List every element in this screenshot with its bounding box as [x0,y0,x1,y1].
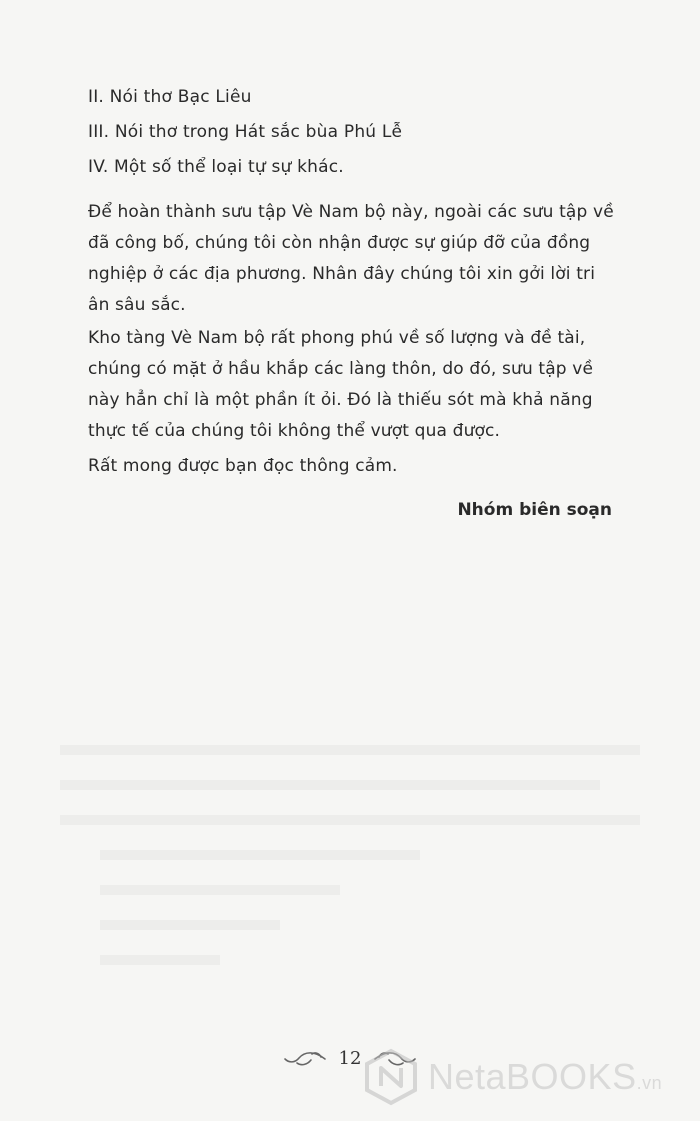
signature: Nhóm biên soạn [457,500,612,520]
paragraph-closing [88,451,628,482]
paragraph-line: nghiệp ở các địa phương. Nhân đây chúng tôi xin gởi lời tri [88,264,596,284]
paragraph-line: đã công bố, chúng tôi còn nhận được sự giúp đỡ của đồng [88,233,591,253]
bleed-lines [40,740,660,1000]
watermark [362,1047,662,1107]
paragraph-line: này hẳn chỉ là một phần ít ỏi. Đó là thiếu sót mà khả năng [88,390,593,410]
paragraph-line: Để hoàn thành sưu tập Vè Nam bộ này, ngoài các sưu tập về [88,202,614,222]
paragraph-line: Rất mong được bạn đọc thông cảm. [88,456,398,476]
paragraph-line: ân sâu sắc. [88,295,186,315]
list-item: IV. Một số thể loại tự sự khác. [88,157,344,177]
left-ornament-icon [281,1047,327,1069]
paragraph-line: chúng có mặt ở hầu khắp các làng thôn, do đó, sưu tập về [88,359,594,379]
paragraph-line: thực tế của chúng tôi không thể vượt qua được. [88,421,501,441]
paragraph-line: Kho tàng Vè Nam bộ rất phong phú về số lượng và đề tài, [88,328,586,348]
paragraph-scope [88,323,628,447]
netabooks-logo-icon [362,1048,420,1106]
list-item: II. Nói thơ Bạc Liêu [88,87,252,107]
list-item: III. Nói thơ trong Hát sắc bùa Phú Lễ [88,122,403,142]
paragraph-acknowledgement [88,197,628,321]
bleed-through-texture [40,740,660,1004]
watermark-brand: NetaBOOKS.vn [428,1056,663,1097]
page-number: 12 [338,1047,362,1069]
